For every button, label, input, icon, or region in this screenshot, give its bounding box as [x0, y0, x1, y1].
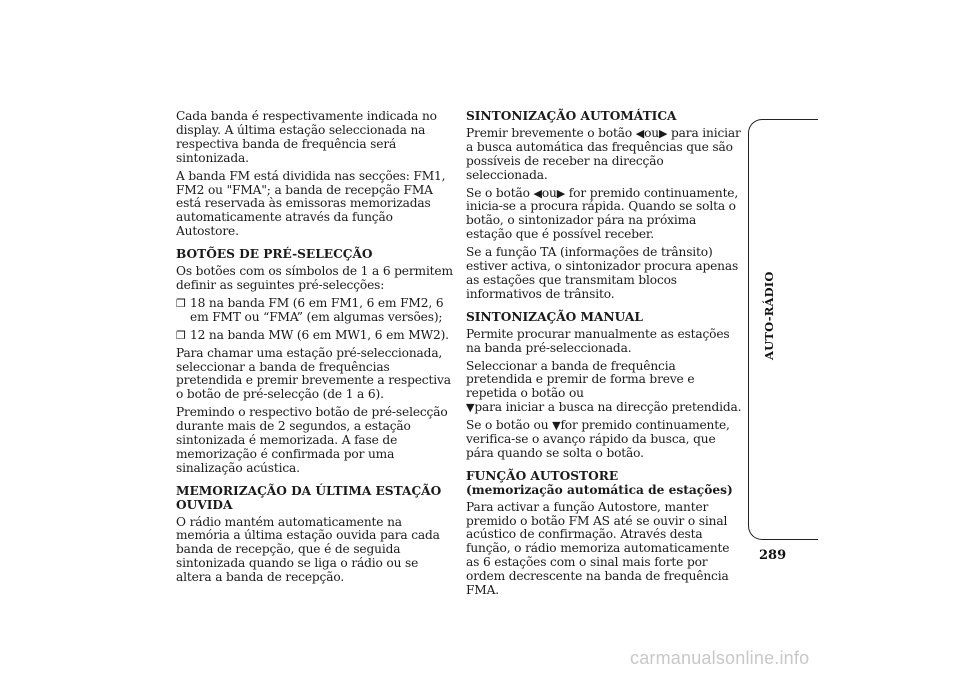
heading-line: (memorização automática de estações)	[466, 482, 733, 497]
bullet-mw-presets	[176, 329, 454, 343]
text-span: para iniciar a busca automática das frequências que são possíveis de receber na direcção seleccionada.	[466, 125, 741, 182]
paragraph-autostore: Para activar a função Autostore, manter premido o botão FM AS até se ouvir o sinal acústico de confirmação. Através desta função, o rádio memoriza automaticamente as 6 estações com o sinal mais forte por ordem decrescente na banda de frequência FMA.	[466, 499, 730, 598]
paragraph-manual-intro: Permite procurar manualmente as estações na banda pré-seleccionada.	[466, 326, 730, 355]
checkbox-bullet-icon: ❒	[176, 296, 186, 310]
section-tab-label: AUTO-RÁDIO	[762, 271, 776, 360]
checkbox-bullet-icon: ❒	[176, 328, 186, 342]
paragraph-manual-fast	[466, 419, 744, 461]
bullet-fm-presets	[176, 297, 454, 325]
or-text: ou	[541, 185, 557, 200]
left-column	[176, 110, 454, 589]
text-span: Seleccionar a banda de frequência pretendida e premir de forma breve e repetida o botão ou	[466, 358, 695, 401]
paragraph-fm-sections: A banda FM está dividida nas secções: FM1, FM2 ou "FMA"; a banda de recepção FMA está reservada às emissoras memorizadas automaticamente através da função Autostore.	[176, 168, 446, 239]
heading-preset-buttons: BOTÕES DE PRÉ-SELECÇÃO	[176, 247, 373, 262]
arrow-left-icon: ◀	[533, 186, 542, 200]
text-span: Se o botão ou	[466, 418, 553, 433]
arrow-right-icon: ▶	[658, 126, 668, 140]
paragraph-preset-intro: Os botões com os símbolos de 1 a 6 permitem definir as seguintes pré-selecções:	[176, 264, 453, 292]
heading-auto-tuning: SINTONIZAÇÃO AUTOMÁTICA	[466, 109, 677, 123]
text-span: for premido continuamente, inicia-se a procura rápida. Quando se solta o botão, o sintonizador pára na próxima estação que é possível receber.	[466, 185, 739, 242]
paragraph-manual-steps	[466, 360, 744, 416]
paragraph-auto-tuning	[466, 127, 744, 183]
arrow-down-icon: ▼	[466, 401, 475, 415]
section-tab-frame	[748, 119, 818, 540]
text-span: Premir brevemente o botão	[466, 125, 636, 140]
bullet-text: 12 na banda MW (6 em MW1, 6 em MW2).	[190, 327, 449, 342]
paragraph-ta-function: Se a função TA (informações de trânsito) estiver activa, o sintonizador procura apenas as estações que transmitam blocos informativos de trânsito.	[466, 245, 739, 301]
watermark: carmanualsonline.info	[630, 648, 810, 668]
arrow-right-icon: ▶	[556, 186, 566, 200]
bullet-text: 18 na banda FM (6 em FM1, 6 em FM2, 6 em FMT ou “FMA” (em algumas versões);	[190, 295, 444, 324]
paragraph-recall-preset: Para chamar uma estação pré-seleccionada, seleccionar a banda de frequências pretendida e premir brevemente a respectiva o botão de pré-selecção (de 1 a 6).	[176, 345, 451, 402]
paragraph-store-preset: Premindo o respectivo botão de pré-selecção durante mais de 2 segundos, a estação sintonizada é memorizada. A fase de memorização é confirmada por uma sinalização acústica.	[176, 405, 448, 475]
paragraph-last-station: O rádio mantém automaticamente na memória a última estação ouvida para cada banda de recepção, que é de seguida sintonizada quando se liga o rádio ou se altera a banda de recepção.	[176, 514, 440, 585]
or-text: ou	[644, 125, 659, 140]
paragraph-band-display: Cada banda é respectivamente indicada no display. A última estação seleccionada na respectiva banda de frequência será sintonizada.	[176, 109, 437, 165]
heading-last-station: MEMORIZAÇÃO DA ÚLTIMA ESTAÇÃO OUVIDA	[176, 483, 442, 512]
arrow-left-icon: ◀	[635, 126, 645, 140]
heading-manual-tuning: SINTONIZAÇÃO MANUAL	[466, 309, 643, 324]
arrow-down-icon: ▼	[552, 419, 561, 433]
paragraph-fast-search	[466, 187, 744, 243]
text-span: para iniciar a busca na direcção pretendida.	[474, 400, 742, 415]
text-span: for premido continuamente, verifica-se o avanço rápido da busca, que pára quando se solta o botão.	[466, 418, 730, 460]
right-column	[466, 110, 744, 602]
text-span: Se o botão	[466, 185, 534, 200]
heading-line: FUNÇÃO AUTOSTORE	[466, 468, 619, 483]
page-number: 289	[759, 548, 787, 563]
heading-autostore	[466, 470, 744, 498]
